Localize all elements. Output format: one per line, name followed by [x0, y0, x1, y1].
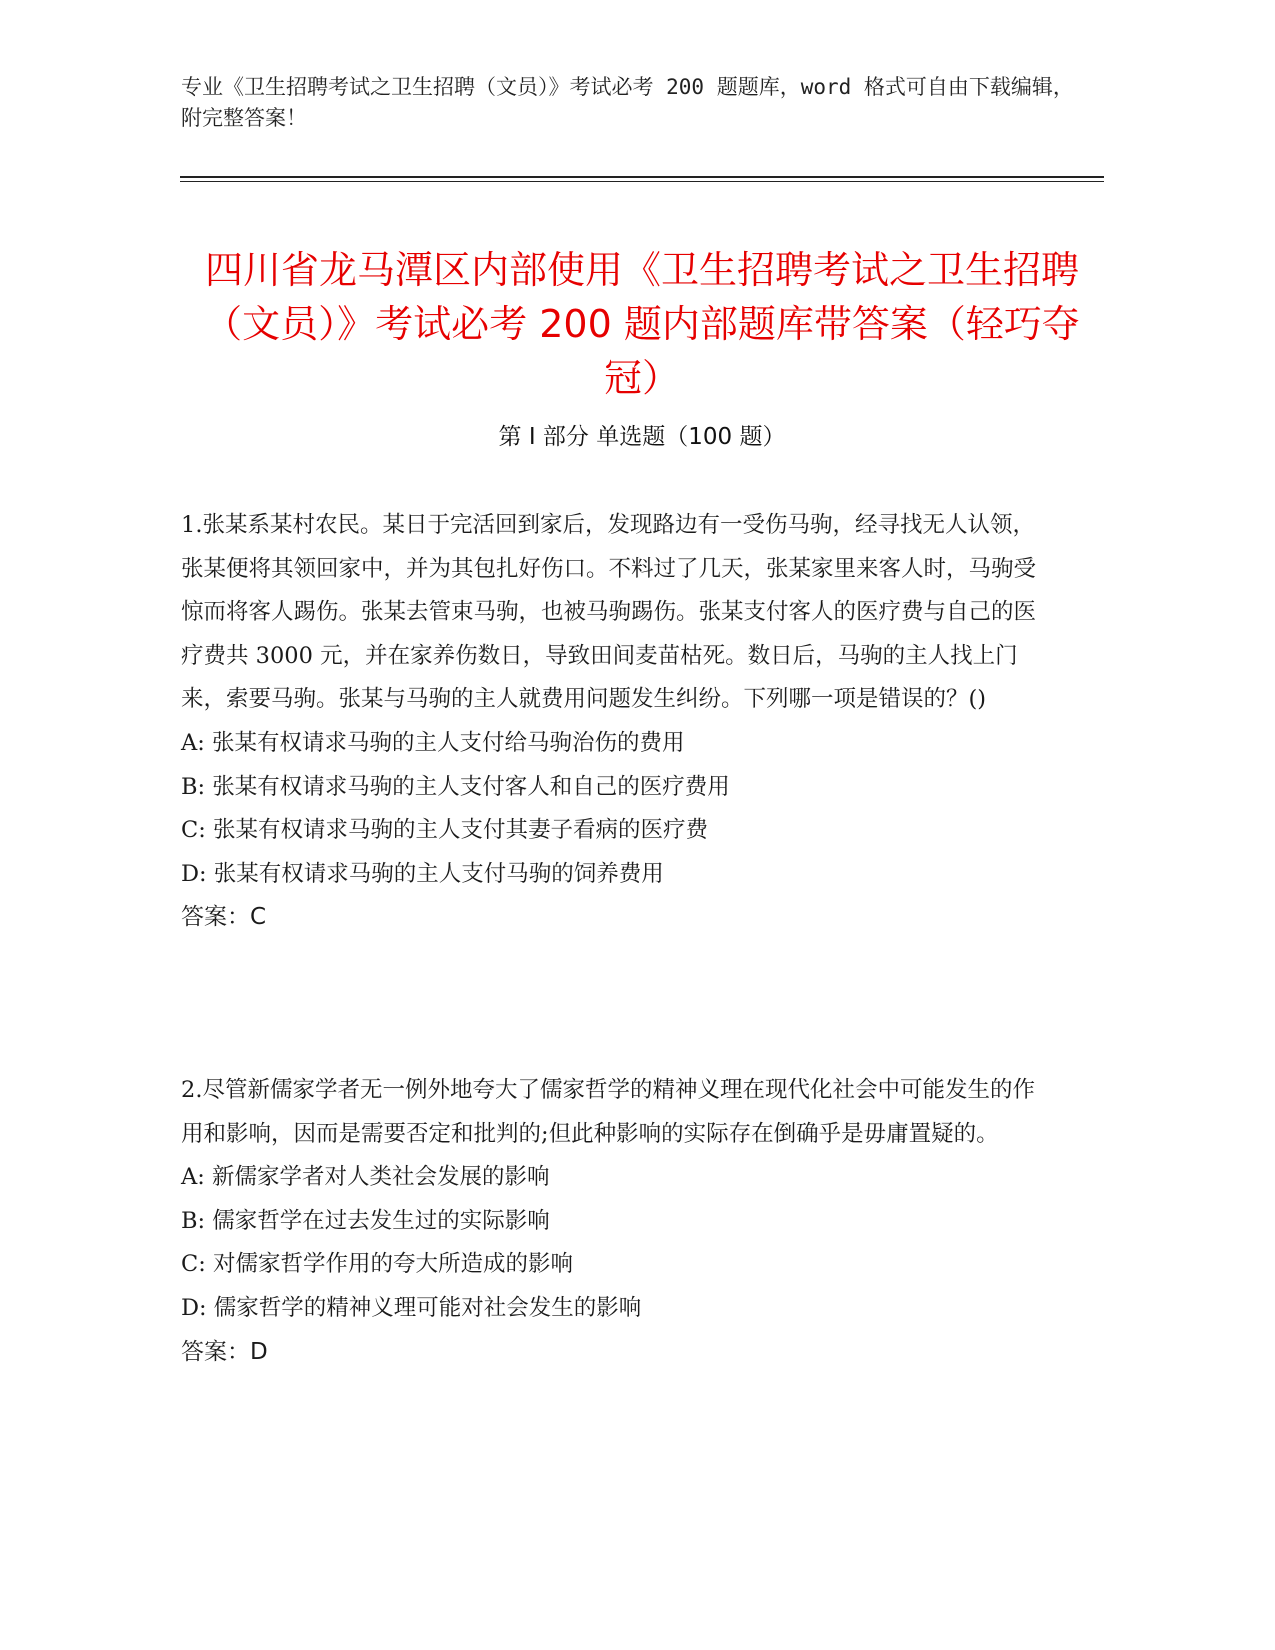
option-b: B: 儒家哲学在过去发生过的实际影响 — [181, 1207, 550, 1234]
option-c: C: 张某有权请求马驹的主人支付其妻子看病的医疗费 — [181, 817, 708, 844]
header-divider-thin — [180, 181, 1104, 182]
document-title: 四川省龙马潭区内部使用《卫生招聘考试之卫生招聘（文员）》考试必考 200 题内部题库带答案（轻巧夺冠） — [204, 248, 1080, 401]
option-a: A: 新儒家学者对人类社会发展的影响 — [181, 1164, 550, 1191]
question-stem: 1.张某系某村农民。某日于完活回到家后，发现路边有一受伤马驹，经寻找无人认领，张某便将其领回家中，并为其包扎好伤口。不料过了几天，张某家里来客人时，马驹受惊而将客人踢伤。张某去管束马驹，也被马驹踢伤。张某支付客人的医疗费与自己的医疗费共 3000 元，并在家养伤数日，导致田间麦苗枯死。数日后，马驹的主人找上门来，索要马驹。张某与马驹的主人就费用问题发生纠纷。下列哪一项是错误的？() — [181, 512, 1037, 713]
option-d: D: 张某有权请求马驹的主人支付马驹的饲养费用 — [181, 860, 664, 887]
option-b: B: 张某有权请求马驹的主人支付客人和自己的医疗费用 — [181, 773, 730, 800]
answer: 答案：C — [181, 904, 267, 931]
header-divider-thick — [180, 176, 1104, 178]
question-stem: 2.尽管新儒家学者无一例外地夸大了儒家哲学的精神义理在现代化社会中可能发生的作用和影响，因而是需要否定和批判的;但此种影响的实际存在倒确乎是毋庸置疑的。 — [181, 1077, 1035, 1147]
question-1 — [181, 504, 1041, 940]
answer: 答案：D — [181, 1338, 268, 1365]
option-d: D: 儒家哲学的精神义理可能对社会发生的影响 — [181, 1294, 642, 1321]
option-a: A: 张某有权请求马驹的主人支付给马驹治伤的费用 — [181, 729, 685, 756]
section-heading: 第 I 部分 单选题（100 题） — [498, 424, 786, 450]
option-c: C: 对儒家哲学作用的夸大所造成的影响 — [181, 1251, 573, 1278]
question-2 — [181, 1069, 1041, 1374]
header-note: 专业《卫生招聘考试之卫生招聘（文员）》考试必考 200 题题库，word 格式可自由下载编辑，附完整答案！ — [181, 75, 1074, 130]
